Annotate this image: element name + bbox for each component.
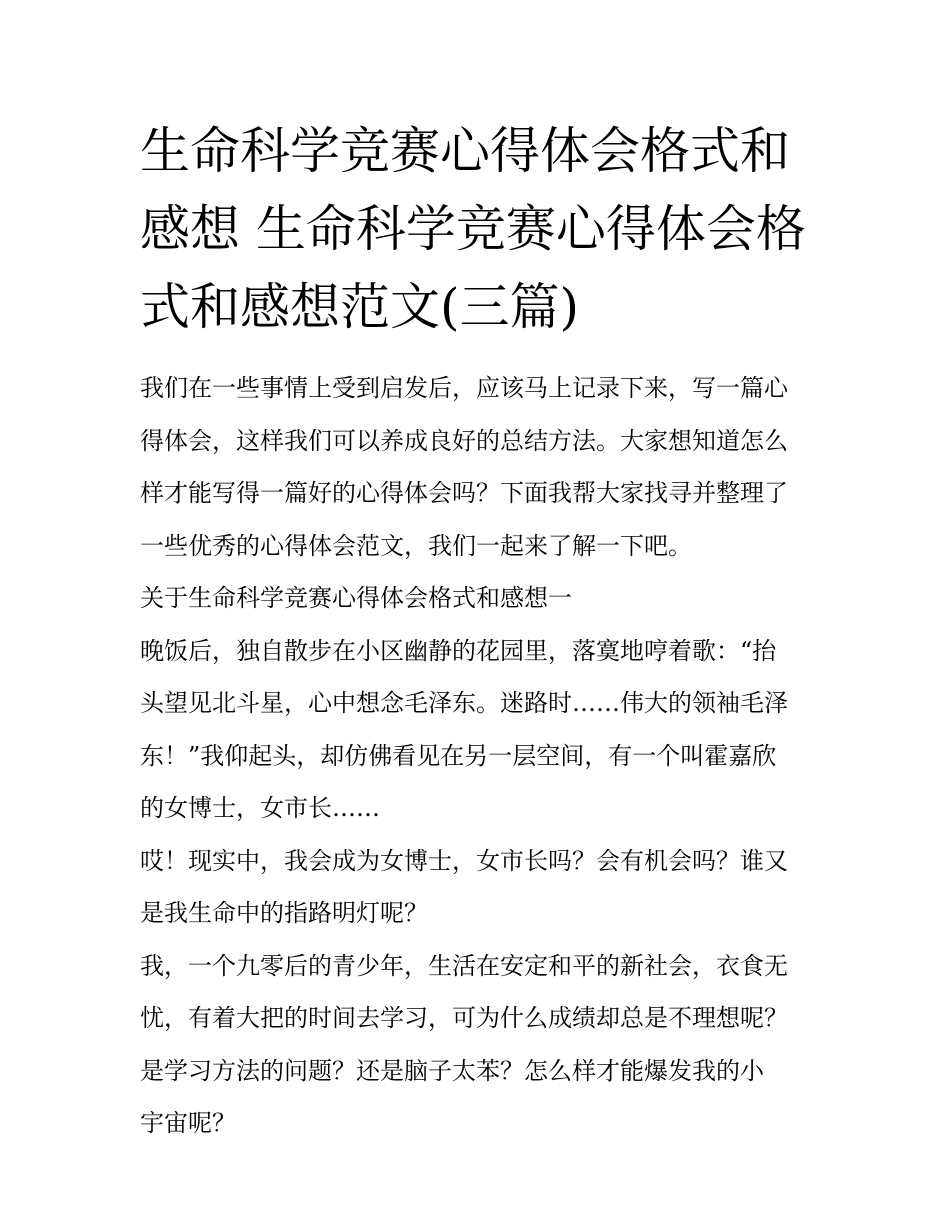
text-line: 关于生命科学竞赛心得体会格式和感想一 <box>140 584 572 612</box>
document-title <box>140 112 810 346</box>
text-line: 我，一个九零后的青少年，生活在安定和平的新社会，衣食无 <box>140 951 788 980</box>
text-line: 哎！现实中，我会成为女博士，女市长吗？会有机会吗？谁又 <box>140 846 788 875</box>
story-paragraph <box>140 625 810 835</box>
text-line: 头望见北斗星，心中想念毛泽东。迷路时……伟大的领袖毛泽 <box>140 689 788 717</box>
question-paragraph <box>140 835 810 940</box>
title-line: 式和感想范文(三篇) <box>140 278 580 336</box>
text-line: 宇宙呢？ <box>140 1109 236 1137</box>
text-line: 得体会，这样我们可以养成良好的总结方法。大家想知道怎么 <box>140 426 788 455</box>
section-heading <box>140 572 810 625</box>
text-line: 一些优秀的心得体会范文，我们一起来了解一下吧。 <box>140 531 692 560</box>
text-line: 晚饭后，独自散步在小区幽静的花园里，落寞地哼着歌：“抬 <box>140 636 777 665</box>
text-line: 东！”我仰起头，却仿佛看见在另一层空间，有一个叫霍嘉欣 <box>140 741 777 770</box>
text-line: 样才能写得一篇好的心得体会吗？下面我帮大家找寻并整理了 <box>140 479 788 507</box>
text-line: 的女博士，女市长…… <box>140 794 380 822</box>
text-line: 是我生命中的指路明灯呢？ <box>140 899 428 927</box>
title-line: 感想 生命科学竞赛心得体会格 <box>140 200 806 258</box>
title-line: 生命科学竞赛心得体会格式和 <box>140 122 790 180</box>
intro-paragraph <box>140 362 810 572</box>
text-line: 我们在一些事情上受到启发后，应该马上记录下来，写一篇心 <box>140 374 788 402</box>
text-line: 是学习方法的问题？还是脑子太苯？怎么样才能爆发我的小 <box>140 1056 764 1085</box>
reflection-paragraph <box>140 940 810 1150</box>
document-body <box>140 362 810 1150</box>
text-line: 忧，有着大把的时间去学习，可为什么成绩却总是不理想呢？ <box>140 1004 788 1032</box>
